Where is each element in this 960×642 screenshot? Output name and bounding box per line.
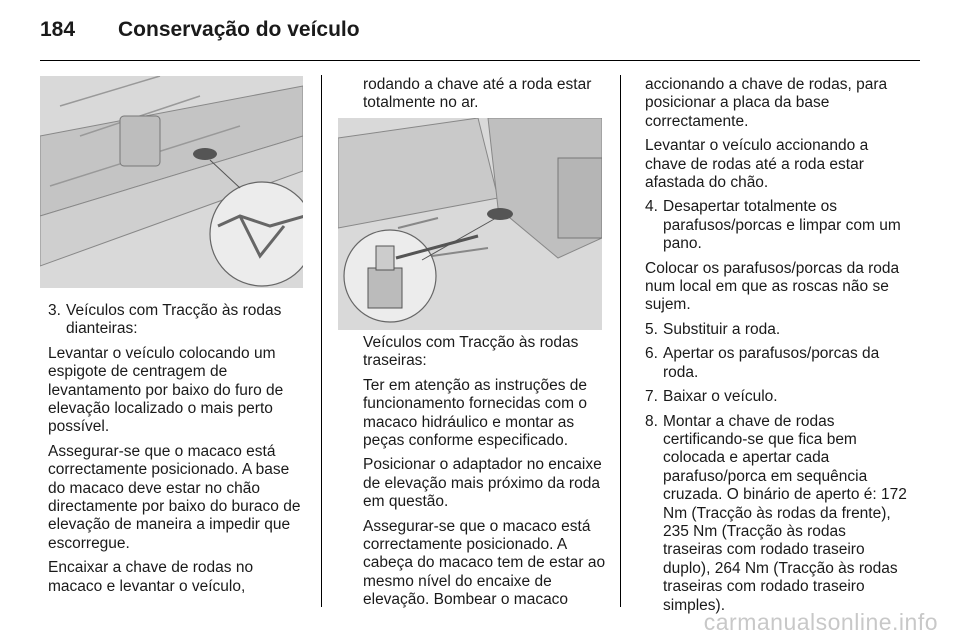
list-item-text: Desapertar totalmente os parafusos/porcas e limpar com um pano. bbox=[663, 198, 901, 253]
list-item bbox=[645, 321, 907, 339]
paragraph: Encaixar a chave de rodas no macaco e levantar o veículo, bbox=[48, 559, 254, 595]
list-item-text: Apertar os parafusos/porcas da roda. bbox=[663, 345, 880, 381]
column-divider bbox=[321, 75, 322, 607]
illustration-front-jack-point bbox=[40, 76, 303, 288]
list-item-text: Montar a chave de rodas certificando-se que fica bem colocada e apertar cada parafuso/porca em sequência cruzada. O binário de aperto é: 172 Nm (Tracção às rodas da frente), 235 Nm (Tracção às rodas traseiras com rodado traseiro duplo), 264 Nm (Tracção às rodas traseiras com rodado traseiro simples). bbox=[663, 412, 907, 614]
list-item-number: 5. bbox=[645, 320, 658, 338]
list-item-number: 3. bbox=[48, 302, 61, 319]
page-title: Conservação do veículo bbox=[118, 18, 360, 41]
list-item bbox=[645, 345, 907, 382]
paragraph: Colocar os parafusos/porcas da roda num local em que as roscas não se sujem. bbox=[645, 259, 900, 314]
column-2 bbox=[363, 334, 607, 616]
page-number: 184 bbox=[40, 18, 76, 41]
paragraph: Veículos com Tracção às rodas traseiras: bbox=[363, 334, 579, 370]
paragraph: accionando a chave de rodas, para posicionar a placa da base correctamente. bbox=[645, 76, 888, 130]
paragraph: rodando a chave até a roda estar totalmente no ar. bbox=[363, 76, 592, 112]
paragraph: Levantar o veículo accionando a chave de rodas até a roda estar afastada do chão. bbox=[645, 137, 869, 192]
paragraph: Ter em atenção as instruções de funcionamento fornecidas com o macaco hidráulico e montar as peças conforme especificado. bbox=[363, 376, 588, 450]
list-item-text: Baixar o veículo. bbox=[663, 388, 778, 406]
list-item bbox=[645, 388, 907, 406]
column-3 bbox=[645, 76, 907, 621]
column-2-top bbox=[363, 76, 607, 119]
list-item-number: 6. bbox=[645, 345, 658, 363]
list-item bbox=[645, 198, 907, 253]
column-1 bbox=[48, 302, 308, 602]
paragraph: Levantar o veículo colocando um espigote de centragem de levantamento por baixo do furo de elevação localizado o mais perto possível. bbox=[48, 344, 284, 436]
list-item-text: Substituir a roda. bbox=[663, 320, 781, 338]
paragraph: Assegurar-se que o macaco está correctamente posicionado. A cabeça do macaco tem de estar ao mesmo nível do encaixe de elevação. Bombear o macaco bbox=[363, 517, 606, 609]
paragraph: Assegurar-se que o macaco está correctamente posicionado. A base do macaco deve estar no chão directamente por baixo do buraco de elevação de maneira a impedir que escorregue. bbox=[48, 442, 301, 552]
paragraph: Posicionar o adaptador no encaixe de elevação mais próximo da roda em questão. bbox=[363, 456, 602, 511]
header-rule bbox=[40, 60, 920, 61]
page-header bbox=[40, 18, 360, 48]
illustration-rear-jack-point bbox=[338, 118, 602, 330]
list-item bbox=[645, 413, 907, 615]
column-divider bbox=[620, 75, 621, 607]
list-item-number: 7. bbox=[645, 388, 658, 406]
list-item-number: 4. bbox=[645, 198, 658, 216]
list-item bbox=[48, 302, 308, 339]
watermark: carmanualsonline.info bbox=[703, 609, 938, 635]
list-item-text: Veículos com Tracção às rodas dianteiras: bbox=[66, 302, 282, 338]
list-item-number: 8. bbox=[645, 412, 658, 430]
